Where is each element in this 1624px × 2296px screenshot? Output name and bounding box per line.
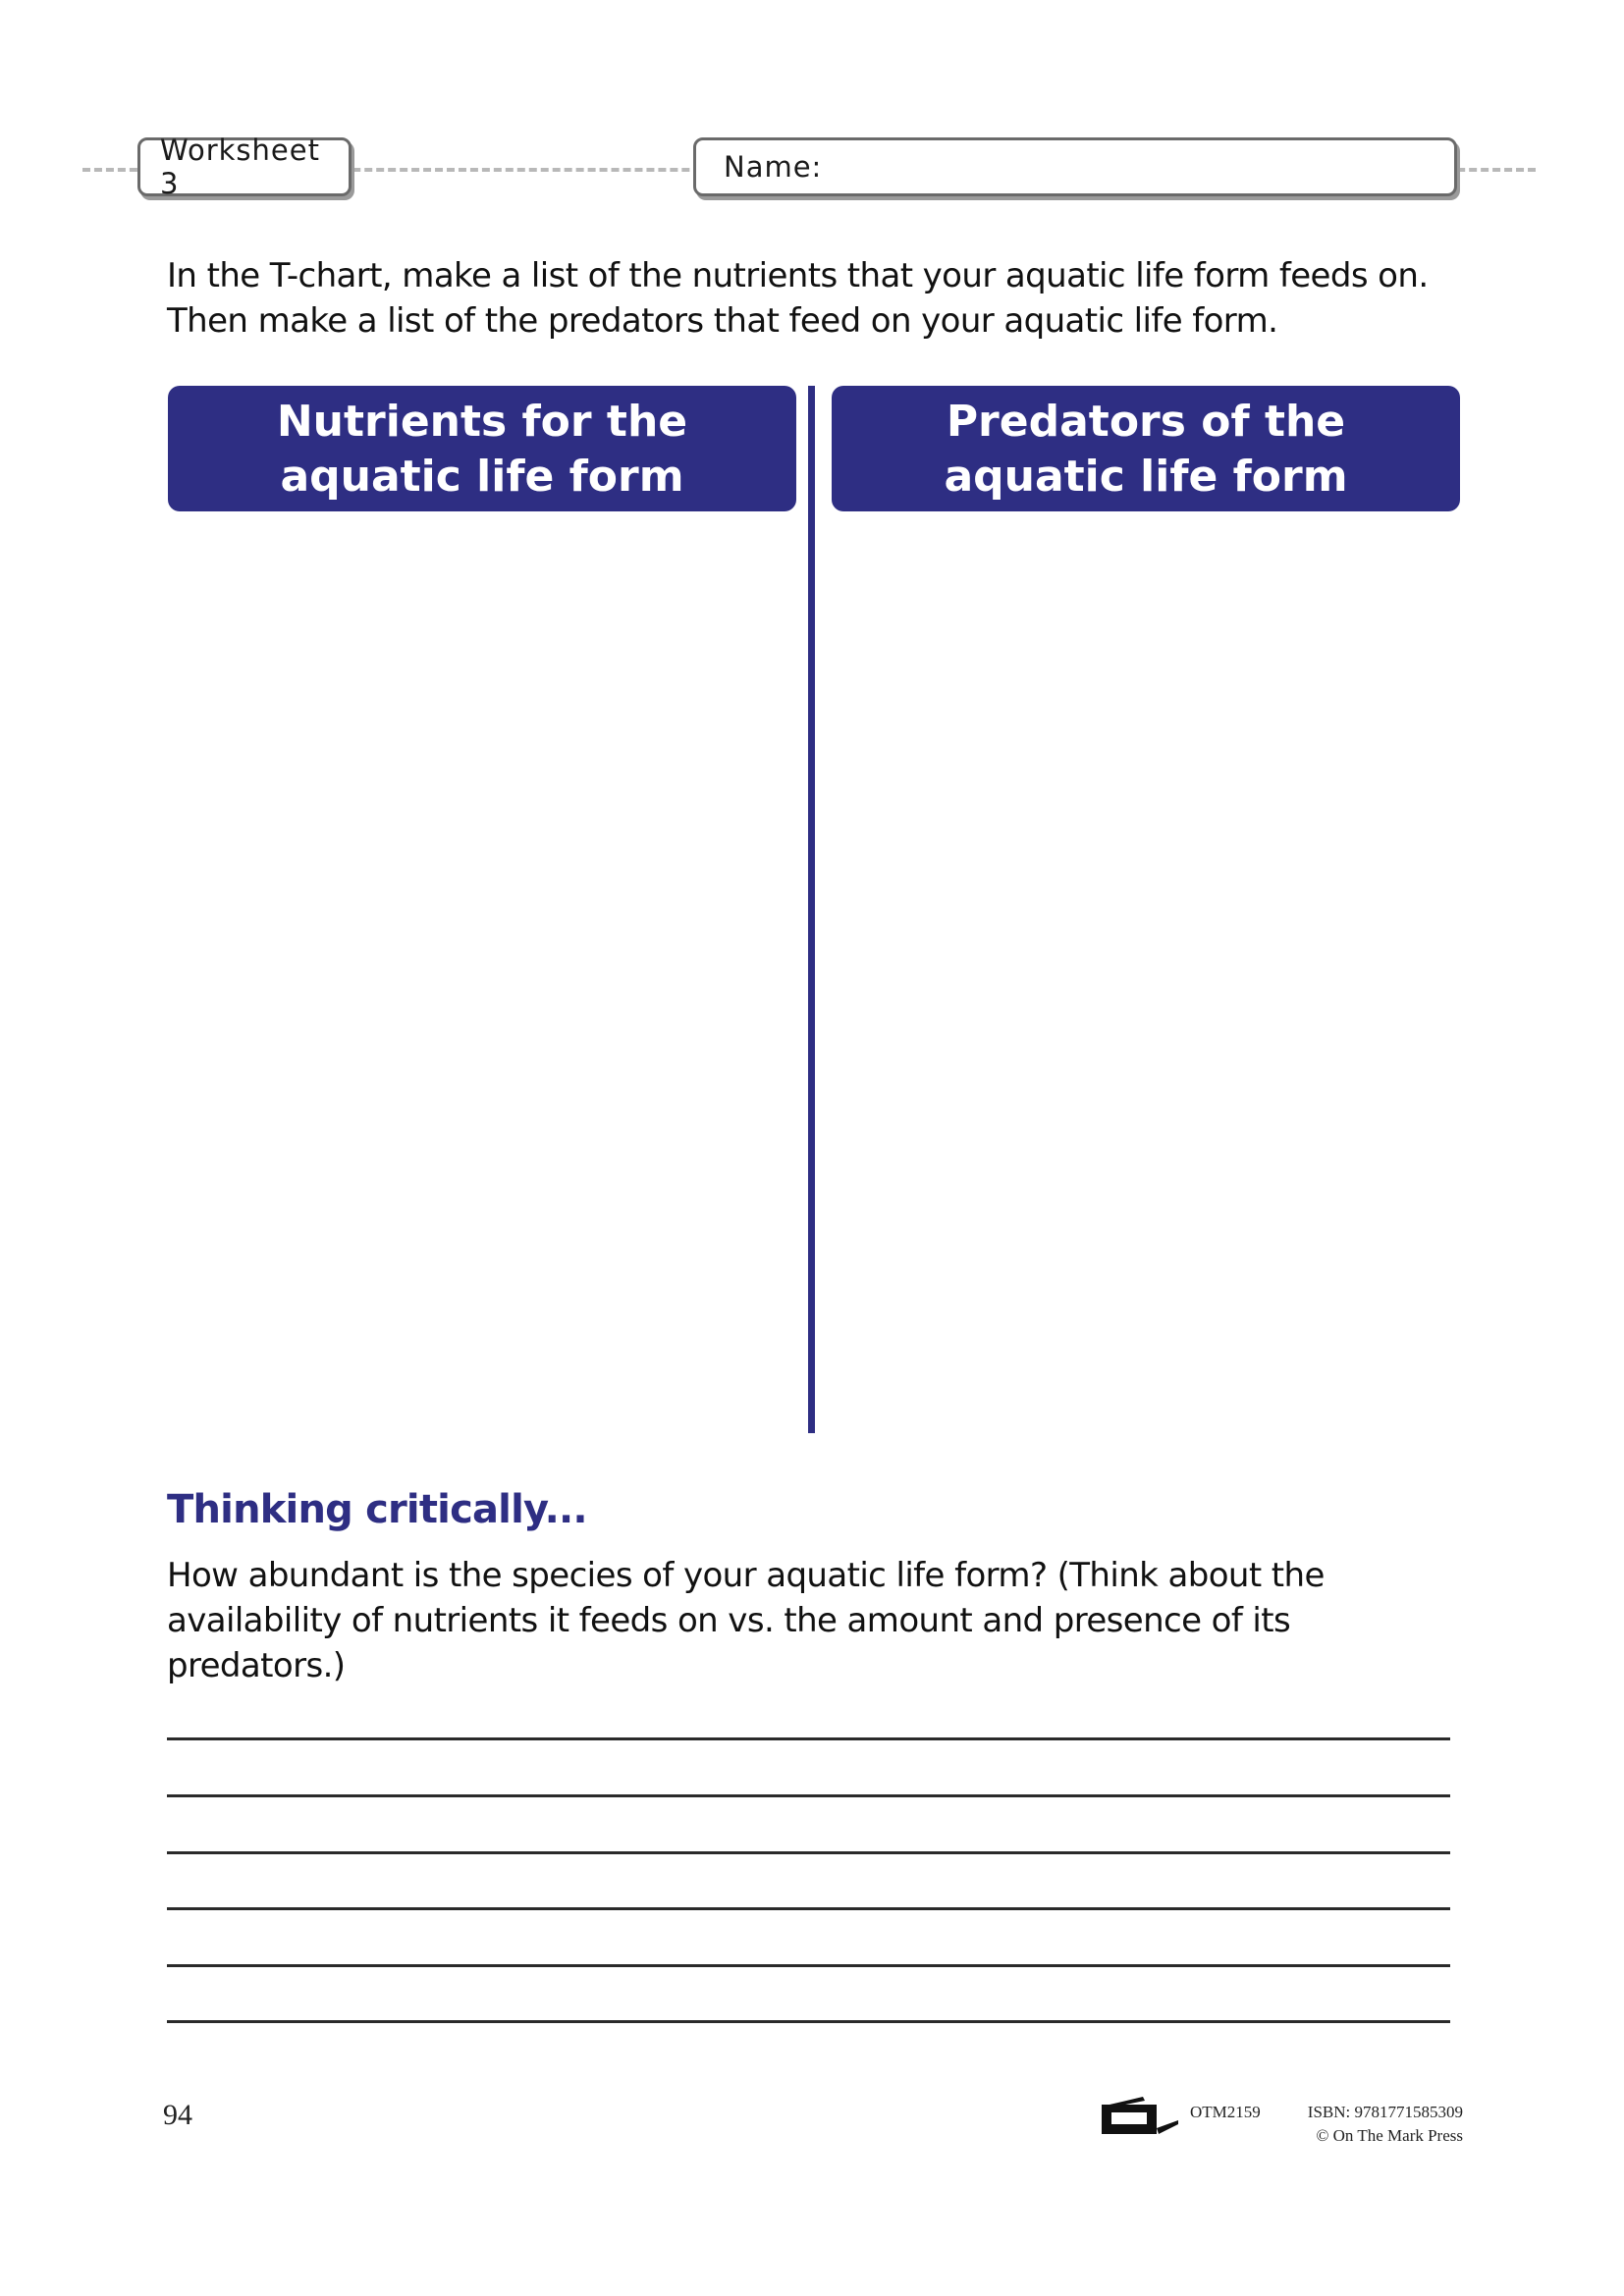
worksheet-label-box (137, 133, 352, 200)
footer-publication-info (1190, 2101, 1463, 2148)
tchart-heading-predators (832, 386, 1460, 511)
answer-line[interactable] (167, 1737, 1450, 1740)
name-label: Name: (724, 150, 823, 184)
answer-line[interactable] (167, 2020, 1450, 2023)
tchart-divider (808, 386, 815, 1433)
name-field[interactable] (693, 137, 1457, 196)
tchart-predators-writing-area[interactable] (832, 511, 1460, 1433)
answer-line[interactable] (167, 1964, 1450, 1967)
thinking-critically-question (167, 1553, 1483, 1688)
question-line: availability of nutrients it feeds on vs. the amount and presence of its (167, 1601, 1291, 1640)
instruction-line: In the T-chart, make a list of the nutrients that your aquatic life form feeds on. (167, 256, 1429, 295)
tchart-heading-predators-text: Predators of the aquatic life form (944, 397, 1348, 502)
answer-line[interactable] (167, 1794, 1450, 1797)
question-line: predators.) (167, 1646, 346, 1685)
worksheet-label: Worksheet 3 (160, 133, 320, 200)
on-the-mark-press-logo-icon (1100, 2095, 1180, 2142)
tchart-heading-nutrients (168, 386, 796, 511)
answer-line[interactable] (167, 1907, 1450, 1910)
answer-line[interactable] (167, 1851, 1450, 1854)
thinking-critically-title: Thinking critically... (167, 1487, 587, 1532)
instruction-line: Then make a list of the predators that feed on your aquatic life form. (167, 301, 1278, 341)
product-code: OTM2159 (1190, 2103, 1261, 2121)
isbn: ISBN: 9781771585309 (1307, 2103, 1463, 2121)
copyright: © On The Mark Press (1316, 2126, 1463, 2145)
tchart-nutrients-writing-area[interactable] (168, 511, 796, 1433)
question-line: How abundant is the species of your aquatic life form? (Think about the (167, 1556, 1325, 1595)
tchart-heading-nutrients-text: Nutrients for the aquatic life form (276, 397, 688, 502)
instructions (167, 253, 1473, 344)
page-number: 94 (163, 2099, 192, 2131)
